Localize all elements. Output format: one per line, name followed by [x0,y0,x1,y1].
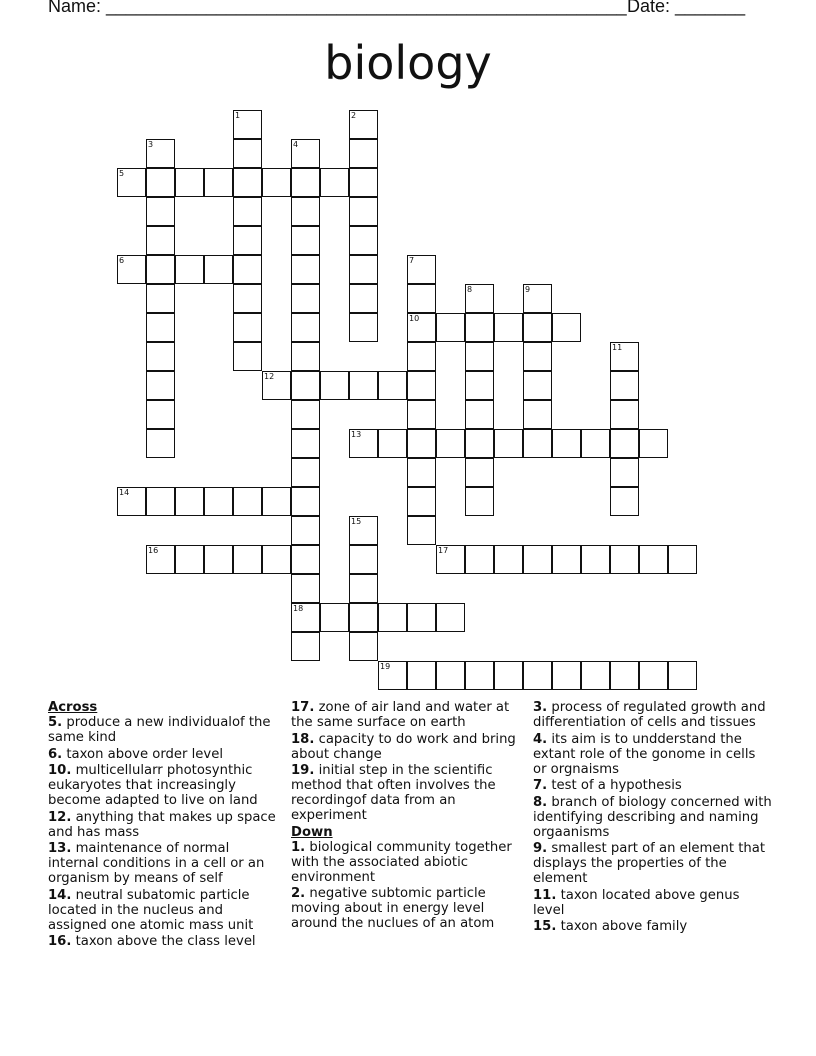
grid-cell[interactable] [523,545,552,574]
clue-down-7: 7. test of a hypothesis [533,778,682,793]
grid-cell[interactable] [465,400,494,429]
grid-cell[interactable] [291,342,320,371]
across-heading: Across [48,700,98,715]
grid-cell[interactable] [523,284,552,313]
grid-cell[interactable] [436,603,465,632]
grid-cell[interactable] [291,574,320,603]
clue-across-13: 13. maintenance of normal internal conditions in a cell or an organism by means of self [48,841,265,886]
grid-cell[interactable] [610,429,639,458]
clue-number: 8 [467,285,473,294]
grid-cell[interactable] [349,110,378,139]
grid-cell[interactable] [146,371,175,400]
grid-cell[interactable] [407,284,436,313]
clue-number: 15 [351,517,362,526]
grid-cell[interactable] [349,603,378,632]
grid-cell[interactable] [523,313,552,342]
grid-cell[interactable] [349,371,378,400]
grid-cell[interactable] [146,139,175,168]
grid-cell[interactable] [494,661,523,690]
clue-number: 11 [612,343,623,352]
grid-cell[interactable] [465,284,494,313]
clue-number: 2 [351,111,357,120]
clue-number: 5 [119,169,125,178]
puzzle-title: biology [324,36,492,90]
clue-number: 1 [235,111,241,120]
grid-cell[interactable] [146,284,175,313]
clue-across-5: 5. produce a new individualof the same kind [48,715,271,745]
grid-cell[interactable] [465,313,494,342]
grid-cell[interactable] [146,400,175,429]
clue-number: 18 [293,604,304,613]
grid-cell[interactable] [204,255,233,284]
grid-cell[interactable] [581,545,610,574]
grid-cell[interactable] [407,342,436,371]
grid-cell[interactable] [320,371,349,400]
grid-cell[interactable] [146,429,175,458]
grid-cell[interactable] [175,545,204,574]
grid-cell[interactable] [465,458,494,487]
grid-cell[interactable] [233,545,262,574]
clue-down-15: 15. taxon above family [533,919,688,934]
grid-cell[interactable] [233,110,262,139]
grid-cell[interactable] [436,313,465,342]
grid-cell[interactable] [465,487,494,516]
grid-cell[interactable] [291,255,320,284]
grid-cell[interactable] [349,226,378,255]
clue-across-10: 10. multicellularr photosynthic eukaryotes that increasingly become adapted to live on land [48,763,258,808]
grid-cell[interactable] [291,487,320,516]
date-label: Date: [627,0,671,16]
grid-cell[interactable] [465,342,494,371]
grid-cell[interactable] [610,661,639,690]
clue-column-1 [48,700,283,951]
grid-cell[interactable] [291,603,320,632]
grid-cell[interactable] [291,139,320,168]
grid-cell[interactable] [349,313,378,342]
grid-cell[interactable] [523,400,552,429]
grid-cell[interactable] [233,197,262,226]
clue-number: 14 [119,488,130,497]
grid-cell[interactable] [581,661,610,690]
grid-cell[interactable] [465,429,494,458]
grid-cell[interactable] [175,168,204,197]
grid-cell[interactable] [378,661,407,690]
grid-cell[interactable] [407,603,436,632]
clue-number: 7 [409,256,415,265]
clue-across-16: 16. taxon above the class level [48,934,256,949]
grid-cell[interactable] [117,168,146,197]
clue-across-12: 12. anything that makes up space and has mass [48,809,276,840]
clue-number: 16 [148,546,159,555]
grid-cell[interactable] [291,400,320,429]
grid-cell[interactable] [146,255,175,284]
grid-cell[interactable] [523,661,552,690]
grid-cell[interactable] [436,545,465,574]
grid-cell[interactable] [320,168,349,197]
grid-cell[interactable] [639,545,668,574]
grid-cell[interactable] [349,197,378,226]
grid-cell[interactable] [378,603,407,632]
clue-column-3 [533,700,773,936]
grid-cell[interactable] [465,545,494,574]
grid-cell[interactable] [639,429,668,458]
grid-cell[interactable] [349,168,378,197]
down-heading: Down [291,824,333,840]
grid-cell[interactable] [378,371,407,400]
grid-cell[interactable] [146,226,175,255]
clue-down-9: 9. smallest part of an element that displays the properties of the element [533,841,765,886]
grid-cell[interactable] [291,545,320,574]
grid-cell[interactable] [407,371,436,400]
grid-cell[interactable] [407,661,436,690]
grid-cell[interactable] [291,429,320,458]
clue-number: 4 [293,140,299,149]
grid-cell[interactable] [610,487,639,516]
grid-cell[interactable] [175,255,204,284]
grid-cell[interactable] [291,168,320,197]
grid-cell[interactable] [349,545,378,574]
grid-cell[interactable] [146,313,175,342]
grid-cell[interactable] [349,516,378,545]
clue-down-4: 4. its aim is to undderstand the extant role of the gonome in cells or orgnaisms [533,731,756,777]
grid-cell[interactable] [465,371,494,400]
grid-cell[interactable] [233,313,262,342]
clue-down-8: 8. branch of biology concerned with identifying describing and naming orgaanisms [533,794,772,840]
clue-across-6: 6. taxon above order level [48,746,224,762]
grid-cell[interactable] [407,516,436,545]
grid-cell[interactable] [349,429,378,458]
grid-cell[interactable] [349,574,378,603]
grid-cell[interactable] [233,255,262,284]
clue-number: 10 [409,314,420,323]
grid-cell[interactable] [610,371,639,400]
grid-cell[interactable] [668,545,697,574]
grid-cell[interactable] [552,429,581,458]
grid-cell[interactable] [320,603,349,632]
grid-cell[interactable] [291,371,320,400]
grid-cell[interactable] [523,342,552,371]
grid-cell[interactable] [204,487,233,516]
grid-cell[interactable] [436,661,465,690]
grid-cell[interactable] [291,313,320,342]
grid-cell[interactable] [610,458,639,487]
grid-cell[interactable] [262,371,291,400]
grid-cell[interactable] [552,661,581,690]
grid-cell[interactable] [407,487,436,516]
clue-down-3: 3. process of regulated growth and differentiation of cells and tissues [533,700,766,730]
grid-cell[interactable] [262,487,291,516]
grid-cell[interactable] [233,226,262,255]
clue-across-14: 14. neutral subatomic particle located in the nucleus and assigned one atomic mass unit [48,887,254,933]
date-field[interactable]: _______ [675,0,746,16]
grid-cell[interactable] [610,545,639,574]
grid-cell[interactable] [204,168,233,197]
clue-number: 19 [380,662,391,671]
grid-cell[interactable] [436,429,465,458]
grid-cell[interactable] [552,545,581,574]
clue-down-1: 1. biological community together with the associated abiotic environment [291,839,512,885]
grid-cell[interactable] [581,429,610,458]
grid-cell[interactable] [291,226,320,255]
grid-cell[interactable] [668,661,697,690]
clue-across-17: 17. zone of air land and water at the same surface on earth [291,700,510,730]
grid-cell[interactable] [407,255,436,284]
clue-across-18: 18. capacity to do work and bring about change [291,731,516,762]
grid-cell[interactable] [349,139,378,168]
grid-cell[interactable] [523,429,552,458]
grid-cell[interactable] [146,342,175,371]
grid-cell[interactable] [291,632,320,661]
name-field[interactable]: ____________________________________________________ [106,0,627,16]
grid-cell[interactable] [233,284,262,313]
grid-cell[interactable] [233,487,262,516]
grid-cell[interactable] [610,400,639,429]
grid-cell[interactable] [146,545,175,574]
grid-cell[interactable] [175,487,204,516]
grid-cell[interactable] [146,487,175,516]
grid-cell[interactable] [523,371,552,400]
grid-cell[interactable] [407,458,436,487]
grid-cell[interactable] [494,429,523,458]
clue-down-11: 11. taxon located above genus level [533,887,740,918]
clue-number: 9 [525,285,531,294]
grid-cell[interactable] [349,632,378,661]
grid-cell[interactable] [465,661,494,690]
grid-cell[interactable] [146,197,175,226]
grid-cell[interactable] [117,487,146,516]
grid-cell[interactable] [349,255,378,284]
grid-cell[interactable] [233,342,262,371]
clue-number: 17 [438,546,449,555]
grid-cell[interactable] [291,516,320,545]
name-label: Name: [48,0,102,16]
grid-cell[interactable] [639,661,668,690]
grid-cell[interactable] [552,313,581,342]
clue-down-2: 2. negative subtomic particle moving about in energy level around the nuclues of an atom [291,886,495,931]
grid-cell[interactable] [378,429,407,458]
grid-cell[interactable] [291,458,320,487]
clue-column-2 [291,700,526,933]
grid-cell[interactable] [407,400,436,429]
grid-cell[interactable] [494,313,523,342]
grid-cell[interactable] [291,284,320,313]
clue-number: 6 [119,256,125,265]
grid-cell[interactable] [233,168,262,197]
grid-cell[interactable] [349,284,378,313]
grid-cell[interactable] [262,545,291,574]
grid-cell[interactable] [117,255,146,284]
clue-across-19: 19. initial step in the scientific method that often involves the recordingof data from an experiment [291,763,496,823]
grid-cell[interactable] [146,168,175,197]
grid-cell[interactable] [204,545,233,574]
grid-cell[interactable] [262,168,291,197]
grid-cell[interactable] [233,139,262,168]
clue-number: 12 [264,372,275,381]
grid-cell[interactable] [407,313,436,342]
grid-cell[interactable] [407,429,436,458]
clue-number: 3 [148,140,154,149]
grid-cell[interactable] [494,545,523,574]
clue-number: 13 [351,430,362,439]
grid-cell[interactable] [610,342,639,371]
grid-cell[interactable] [291,197,320,226]
